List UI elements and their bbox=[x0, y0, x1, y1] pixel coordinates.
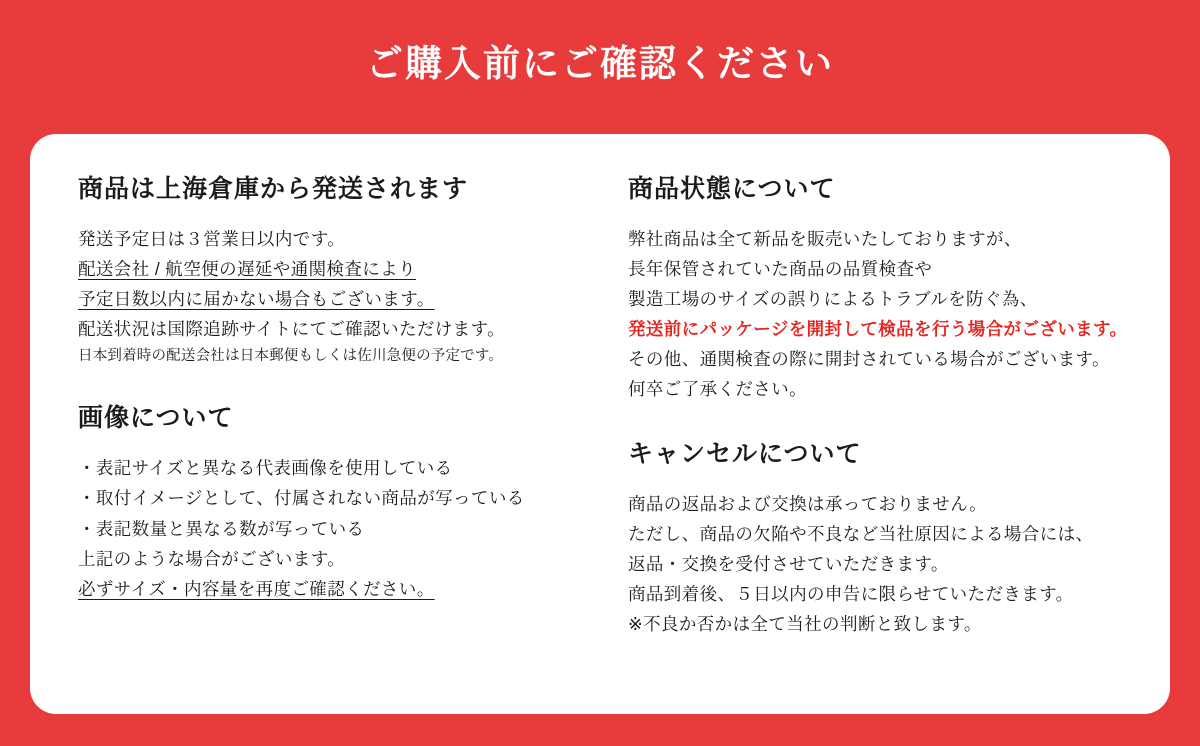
images-line-3: ・表記数量と異なる数が写っている bbox=[78, 518, 365, 539]
section-shipping-title: 商品は上海倉庫から発送されます bbox=[78, 175, 469, 203]
section-cancel bbox=[628, 439, 1122, 639]
shipping-line-4: 配送状況は国際追跡サイトにてご確認いただけます。 bbox=[78, 319, 505, 340]
left-column bbox=[78, 174, 600, 639]
cancel-line-5: ※不良か否かは全て当社の判断と致します。 bbox=[628, 613, 982, 634]
section-images bbox=[78, 403, 580, 603]
condition-line-3: 製造工場のサイズの誤りによるトラブルを防ぐ為、 bbox=[628, 289, 1038, 310]
condition-line-4-highlight: 発送前にパッケージを開封して検品を行う場合がございます。 bbox=[628, 319, 1128, 340]
shipping-line-2: 配送会社 / 航空便の遅延や通関検査により bbox=[78, 259, 416, 280]
section-images-title: 画像について bbox=[78, 404, 234, 433]
images-line-1: ・表記サイズと異なる代表画像を使用している bbox=[78, 458, 453, 479]
section-condition-title: 商品状態について bbox=[628, 175, 836, 203]
section-shipping bbox=[78, 174, 580, 369]
images-line-2: ・取付イメージとして、付属されない商品が写っている bbox=[78, 488, 525, 509]
condition-line-5: その他、通関検査の際に開封されている場合がございます。 bbox=[628, 349, 1110, 370]
condition-line-2: 長年保管されていた商品の品質検査や bbox=[628, 259, 933, 280]
images-line-5: 必ずサイズ・内容量を再度ご確認ください。 bbox=[78, 578, 435, 599]
shipping-line-1: 発送予定日は３営業日以内です。 bbox=[78, 229, 346, 249]
shipping-line-3: 予定日数以内に届かない場合もございます。 bbox=[78, 289, 435, 310]
condition-line-6: 何卒ご了承ください。 bbox=[628, 379, 807, 400]
section-cancel-title: キャンセルについて bbox=[628, 439, 862, 468]
cancel-line-4: 商品到着後、５日以内の申告に限らせていただきます。 bbox=[628, 583, 1074, 604]
cancel-line-1: 商品の返品および交換は承っておりません。 bbox=[628, 493, 988, 514]
shipping-line-5: 日本到着時の配送会社は日本郵便もしくは佐川急便の予定です。 bbox=[78, 348, 504, 365]
notice-card bbox=[30, 134, 1170, 714]
page-title: ご購入前にご確認ください bbox=[366, 43, 834, 84]
condition-line-1: 弊社商品は全て新品を販売いたしておりますが、 bbox=[628, 229, 1022, 249]
cancel-line-2: ただし、商品の欠陥や不良など当社原因による場合には、 bbox=[628, 523, 1094, 544]
section-condition bbox=[628, 174, 1128, 405]
cancel-line-3: 返品・交換を受付させていただきます。 bbox=[628, 553, 949, 574]
images-line-4: 上記のような場合がございます。 bbox=[78, 548, 346, 569]
notice-columns bbox=[78, 174, 1128, 639]
right-column bbox=[600, 174, 1128, 639]
